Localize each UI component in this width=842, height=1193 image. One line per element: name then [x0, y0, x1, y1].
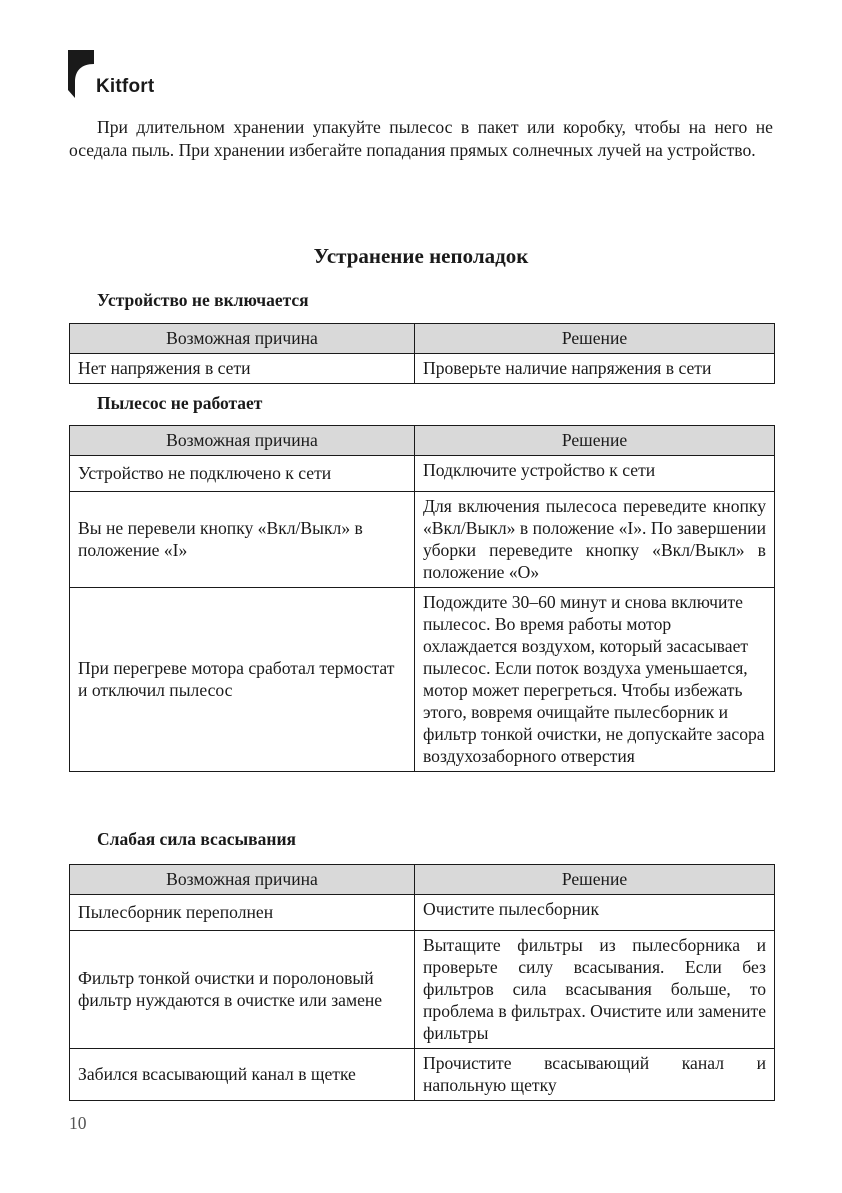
header-cause: Возможная причина [70, 865, 415, 895]
page-number: 10 [69, 1113, 87, 1133]
storage-paragraph: При длительном хранении упакуйте пылесос в пакет или коробку, чтобы на него не оседала пыль. При хранении избегайте попадания прямых солнечных лучей на устройство. [69, 117, 773, 160]
cause-cell: Забился всасывающий канал в щетке [70, 1049, 415, 1101]
solution-cell: Для включения пылесоса переведите кнопку «Вкл/Выкл» в положение «I». По завершении уборки переведите кнопку «Вкл/Выкл» в положение «O» [415, 492, 775, 588]
table-row [70, 354, 775, 384]
cause-cell: Вы не перевели кнопку «Вкл/Выкл» в положение «I» [70, 492, 415, 588]
solution-cell: Вытащите фильтры из пылесборника и проверьте силу всасывания. Если без фильтров сила всасывания больше, то проблема в фильтрах. Очистите или замените фильтры [415, 931, 775, 1049]
solution-cell: Прочистите всасывающий канал и напольную щетку [415, 1049, 775, 1101]
table-not-working [69, 425, 775, 772]
cause-cell: При перегреве мотора сработал термостат и отключил пылесос [70, 588, 415, 772]
cause-cell: Пылесборник переполнен [70, 895, 415, 931]
kitfort-logo-icon [68, 50, 94, 98]
cause-cell: Устройство не подключено к сети [70, 456, 415, 492]
table-row [70, 931, 775, 1049]
solution-cell: Подключите устройство к сети [415, 456, 775, 492]
header-cause: Возможная причина [70, 426, 415, 456]
solution-cell: Подождите 30–60 минут и снова включите пылесос. Во время работы мотор охлаждается воздухом, который засасывает пылесос. Если поток воздуха уменьшается, мотор может перегреться. Чтобы избежать этого, вовремя очищайте пылесборник и фильтр тонкой очистки, не допускайте засора воздухозаборного отверстия [415, 588, 775, 772]
table-header-row [70, 865, 775, 895]
section-title: Устранение неполадок [313, 244, 529, 268]
table-weak-suction [69, 864, 775, 1101]
cause-cell: Нет напряжения в сети [70, 354, 415, 384]
header-solution: Решение [415, 865, 775, 895]
subheading-not-working: Пылесос не работает [97, 393, 263, 413]
table-row [70, 456, 775, 492]
table-row [70, 1049, 775, 1101]
table-header-row [70, 426, 775, 456]
table-row [70, 588, 775, 772]
table-header-row [70, 324, 775, 354]
header-solution: Решение [415, 426, 775, 456]
table-row [70, 492, 775, 588]
table-not-turning-on [69, 323, 775, 384]
table-row [70, 895, 775, 931]
subheading-weak-suction: Слабая сила всасывания [97, 829, 297, 849]
header-solution: Решение [415, 324, 775, 354]
cause-cell: Фильтр тонкой очистки и поролоновый фильтр нуждаются в очистке или замене [70, 931, 415, 1049]
solution-cell: Очистите пылесборник [415, 895, 775, 931]
solution-cell: Проверьте наличие напряжения в сети [415, 354, 775, 384]
subheading-not-turning-on: Устройство не включается [97, 290, 309, 310]
header-cause: Возможная причина [70, 324, 415, 354]
brand-name: Kitfort [96, 76, 155, 97]
